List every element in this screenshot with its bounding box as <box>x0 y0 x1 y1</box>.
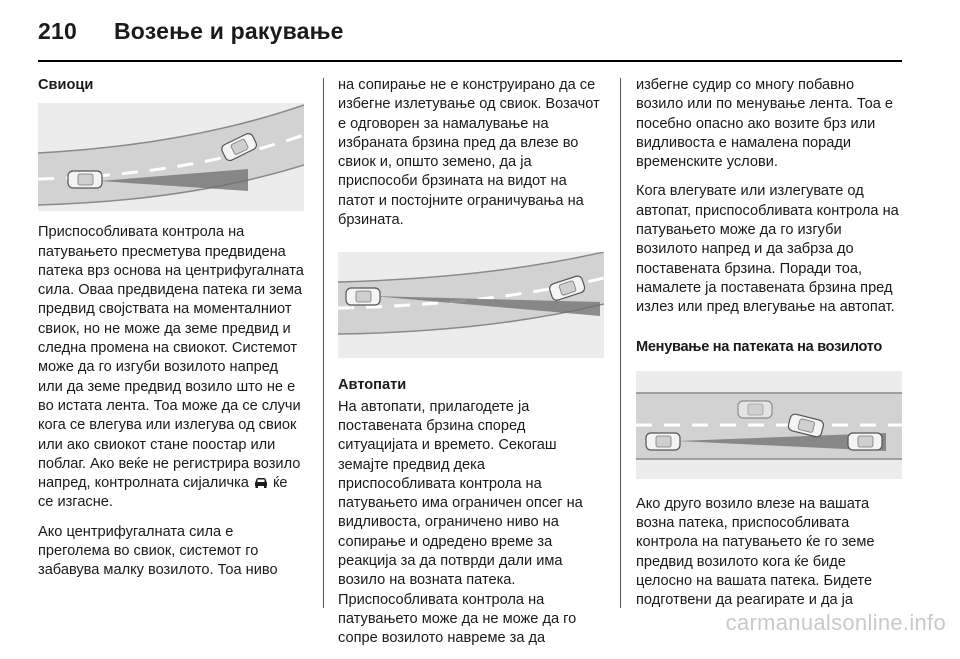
watermark: carmanualsonline.info <box>725 610 946 635</box>
own-car-icon <box>346 288 380 305</box>
column-divider <box>323 78 324 608</box>
column-3 <box>636 76 902 621</box>
paragraph: Ако друго возило влезе на вашата возна патека, приспособливата контрола на патувањето ќе го земе предвид возилото кога ќе биде целосно на вашата патека. Бидете подготвени да реагирате и да ја <box>636 495 875 609</box>
column-2 <box>338 76 604 659</box>
page-header <box>38 18 344 45</box>
column-divider <box>620 78 621 608</box>
paragraph: На автопати, прилагодете ја поставената брзина според ситуацијата и времето. Секогаш земајте предвид дека приспособливата контрола на патувањето има ограничен опсег на видливоста, ограничено ниво на сопирање и одредено време за реакција за да потврди дали има возило на возната патека. Приспособливата контрола на патувањето може да не може да го сопре возилото навреме за да <box>338 398 583 647</box>
paragraph: Ако центрифугалната сила е преголема во свиок, системот го забавува малку возилото. Тоа ниво <box>38 523 278 579</box>
header-rule <box>38 60 902 62</box>
page-title: Возење и ракување <box>114 18 344 44</box>
vehicle-ahead-icon <box>848 433 882 450</box>
paragraph-end: ќе се изгасне. <box>38 475 288 511</box>
curve-illustration <box>38 103 304 211</box>
page-number: 210 <box>38 18 77 44</box>
paragraph: избегне судир со многу побавно возило или по менување лента. Тоа е посебно опасно ако возите брз или видливоста е намалена поради временските услови. <box>636 77 894 171</box>
paragraph: Кога влегувате или излегувате од автопат, приспособливата контрола на патувањето може да го изгуби возилото напред и да забрза до поставената брзина. Поради тоа, намалете ја поставената брзина пред излез или пред влегување на автопат. <box>636 183 899 316</box>
own-car-icon <box>646 433 680 450</box>
column-1 <box>38 76 304 591</box>
section-heading-highways: Автопати <box>338 377 407 394</box>
paragraph: на сопирање не е конструирано да се избегне излетување од свиок. Возачот е одговорен за намалување на избраната брзина пред да влезе во свиок и, општо земено, да ја приспособи брзината на видот на патот и постојните ограничувања на брзината. <box>338 77 600 229</box>
section-heading-lane-change: Менување на патеката на возилото <box>636 338 883 355</box>
car-indicator-icon <box>253 476 269 488</box>
own-car-icon <box>68 171 102 188</box>
merging-car-ghost-icon <box>738 401 772 418</box>
section-heading-curves: Свиоци <box>38 77 94 93</box>
lane-change-illustration <box>636 371 902 479</box>
paragraph: Приспособливата контрола на патувањето пресметува предвидена патека врз основа на центрифугалната сила. Оваа предвидена патека ги зема предвид својствата на моменталниот свиок, но не може да земе предвид и следна промена на свиокот. Системот може да го изгуби возилото напред или да земе предвид возило што не е во истата лента. Тоа може да се случи кога се влегува или излегува од свиок или ако свиокот стане поостар или поблаг. Ако веќе не регистрира возило напред, контролната сијаличка <box>38 224 304 492</box>
highway-illustration <box>338 252 604 358</box>
